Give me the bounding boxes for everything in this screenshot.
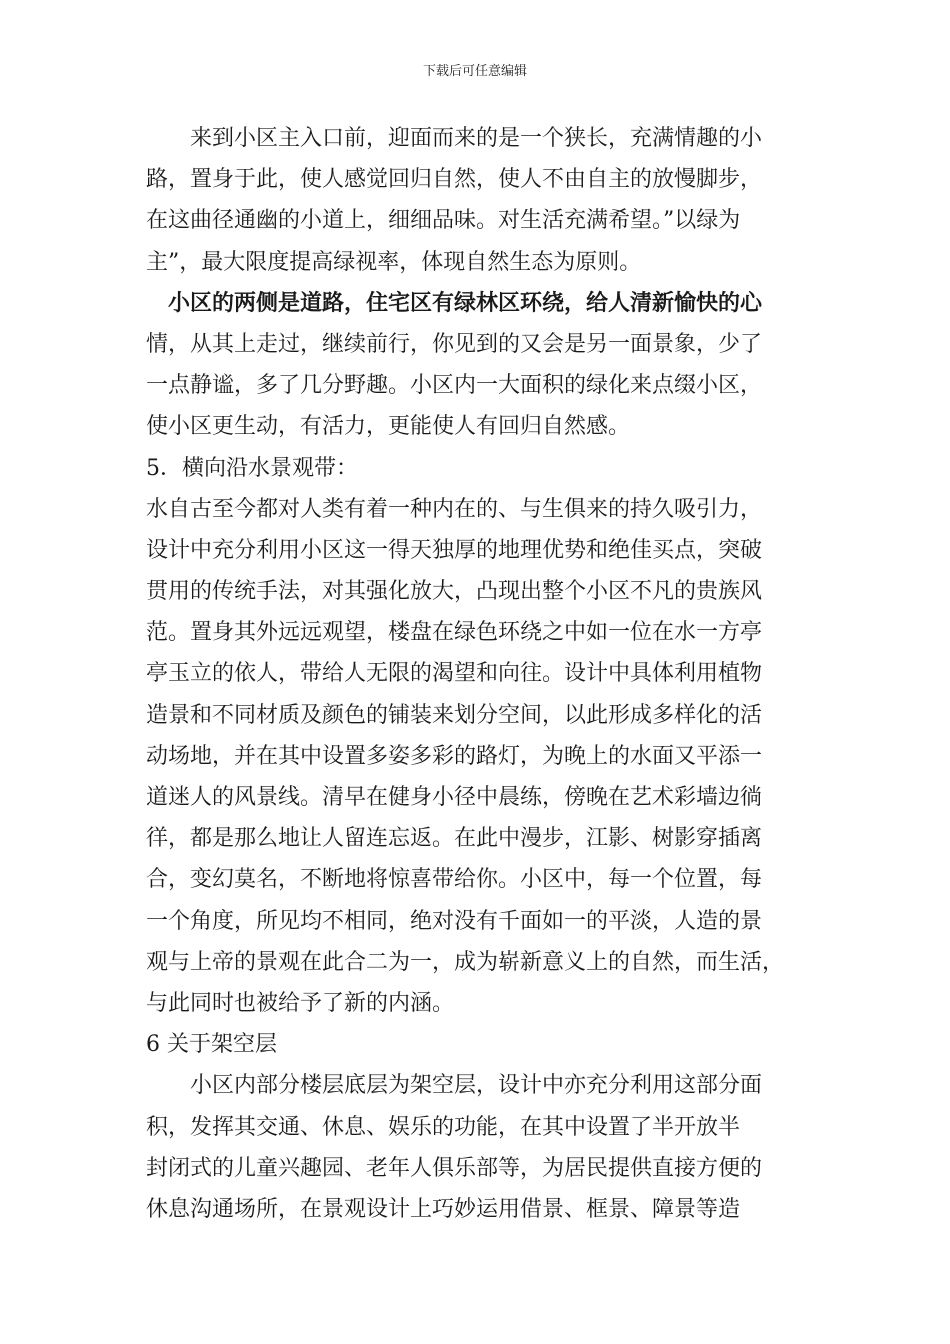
text-line: 动场地，并在其中设置多姿多彩的路灯，为晚上的水面又平添一 (146, 743, 763, 769)
text-line: 积，发挥其交通、休息、娱乐的功能，在其中设置了半开放半 (146, 1114, 741, 1140)
text-line: 使小区更生动，有活力，更能使人有回归自然感。 (146, 414, 631, 440)
text-line: 在这曲径通幽的小道上，细细品味。对生活充满希望。”以绿为 (146, 208, 741, 234)
text-line: 主”，最大限度提高绿视率，体现自然生态为原则。 (146, 249, 642, 275)
text-line: 设计中充分利用小区这一得天独厚的地理优势和绝佳买点，突破 (146, 537, 763, 563)
text-line: 一个角度，所见均不相同，绝对没有千面如一的平淡，人造的景 (146, 908, 763, 934)
section-heading: 6 关于架空层 (146, 1032, 277, 1058)
page-header: 下载后可任意编辑 (422, 64, 527, 79)
text-line: 一点静谧，多了几分野趣。小区内一大面积的绿化来点缀小区， (146, 373, 763, 399)
text-line: 路，置身于此，使人感觉回归自然，使人不由自主的放慢脚步， (146, 167, 763, 193)
text-line: 封闭式的儿童兴趣园、老年人俱乐部等，为居民提供直接方便的 (146, 1155, 763, 1181)
text-line: 贯用的传统手法，对其强化放大，凸现出整个小区不凡的贵族风 (146, 579, 763, 605)
document-body (146, 118, 806, 1230)
section-heading: 5．横向沿水景观带： (146, 455, 358, 481)
text-line: 徉，都是那么地让人留连忘返。在此中漫步，江影、树影穿插离 (146, 826, 763, 852)
text-line: 情，从其上走过，继续前行，你见到的又会是另一面景象，少了 (146, 331, 763, 357)
text-line: 小区内部分楼层底层为架空层，设计中亦充分利用这部分面 (146, 1073, 763, 1099)
text-line: 道迷人的风景线。清早在健身小径中晨练，傍晚在艺术彩墙边徜 (146, 785, 763, 810)
text-line: 范。置身其外远远观望，楼盘在绿色环绕之中如一位在水一方亭 (146, 620, 763, 646)
text-line: 小区的两侧是道路，住宅区有绿林区环绕，给人清新愉快的心 (146, 289, 763, 316)
text-line: 水自古至今都对人类有着一种内在的、与生俱来的持久吸引力， (146, 496, 763, 522)
text-line: 与此同时也被给予了新的内涵。 (146, 990, 455, 1016)
text-line: 来到小区主入口前，迎面而来的是一个狭长，充满情趣的小 (146, 126, 763, 151)
text-line: 休息沟通场所，在景观设计上巧妙运用借景、框景、障景等造 (146, 1196, 741, 1222)
text-line: 合，变幻莫名，不断地将惊喜带给你。小区中，每一个位置，每 (146, 867, 763, 893)
text-line: 观与上帝的景观在此合二为一，成为崭新意义上的自然，而生活， (146, 949, 785, 975)
text-line: 亭玉立的依人，带给人无限的渴望和向往。设计中具体利用植物 (146, 661, 763, 687)
text-line: 造景和不同材质及颜色的铺装来划分空间，以此形成多样化的活 (146, 702, 763, 728)
